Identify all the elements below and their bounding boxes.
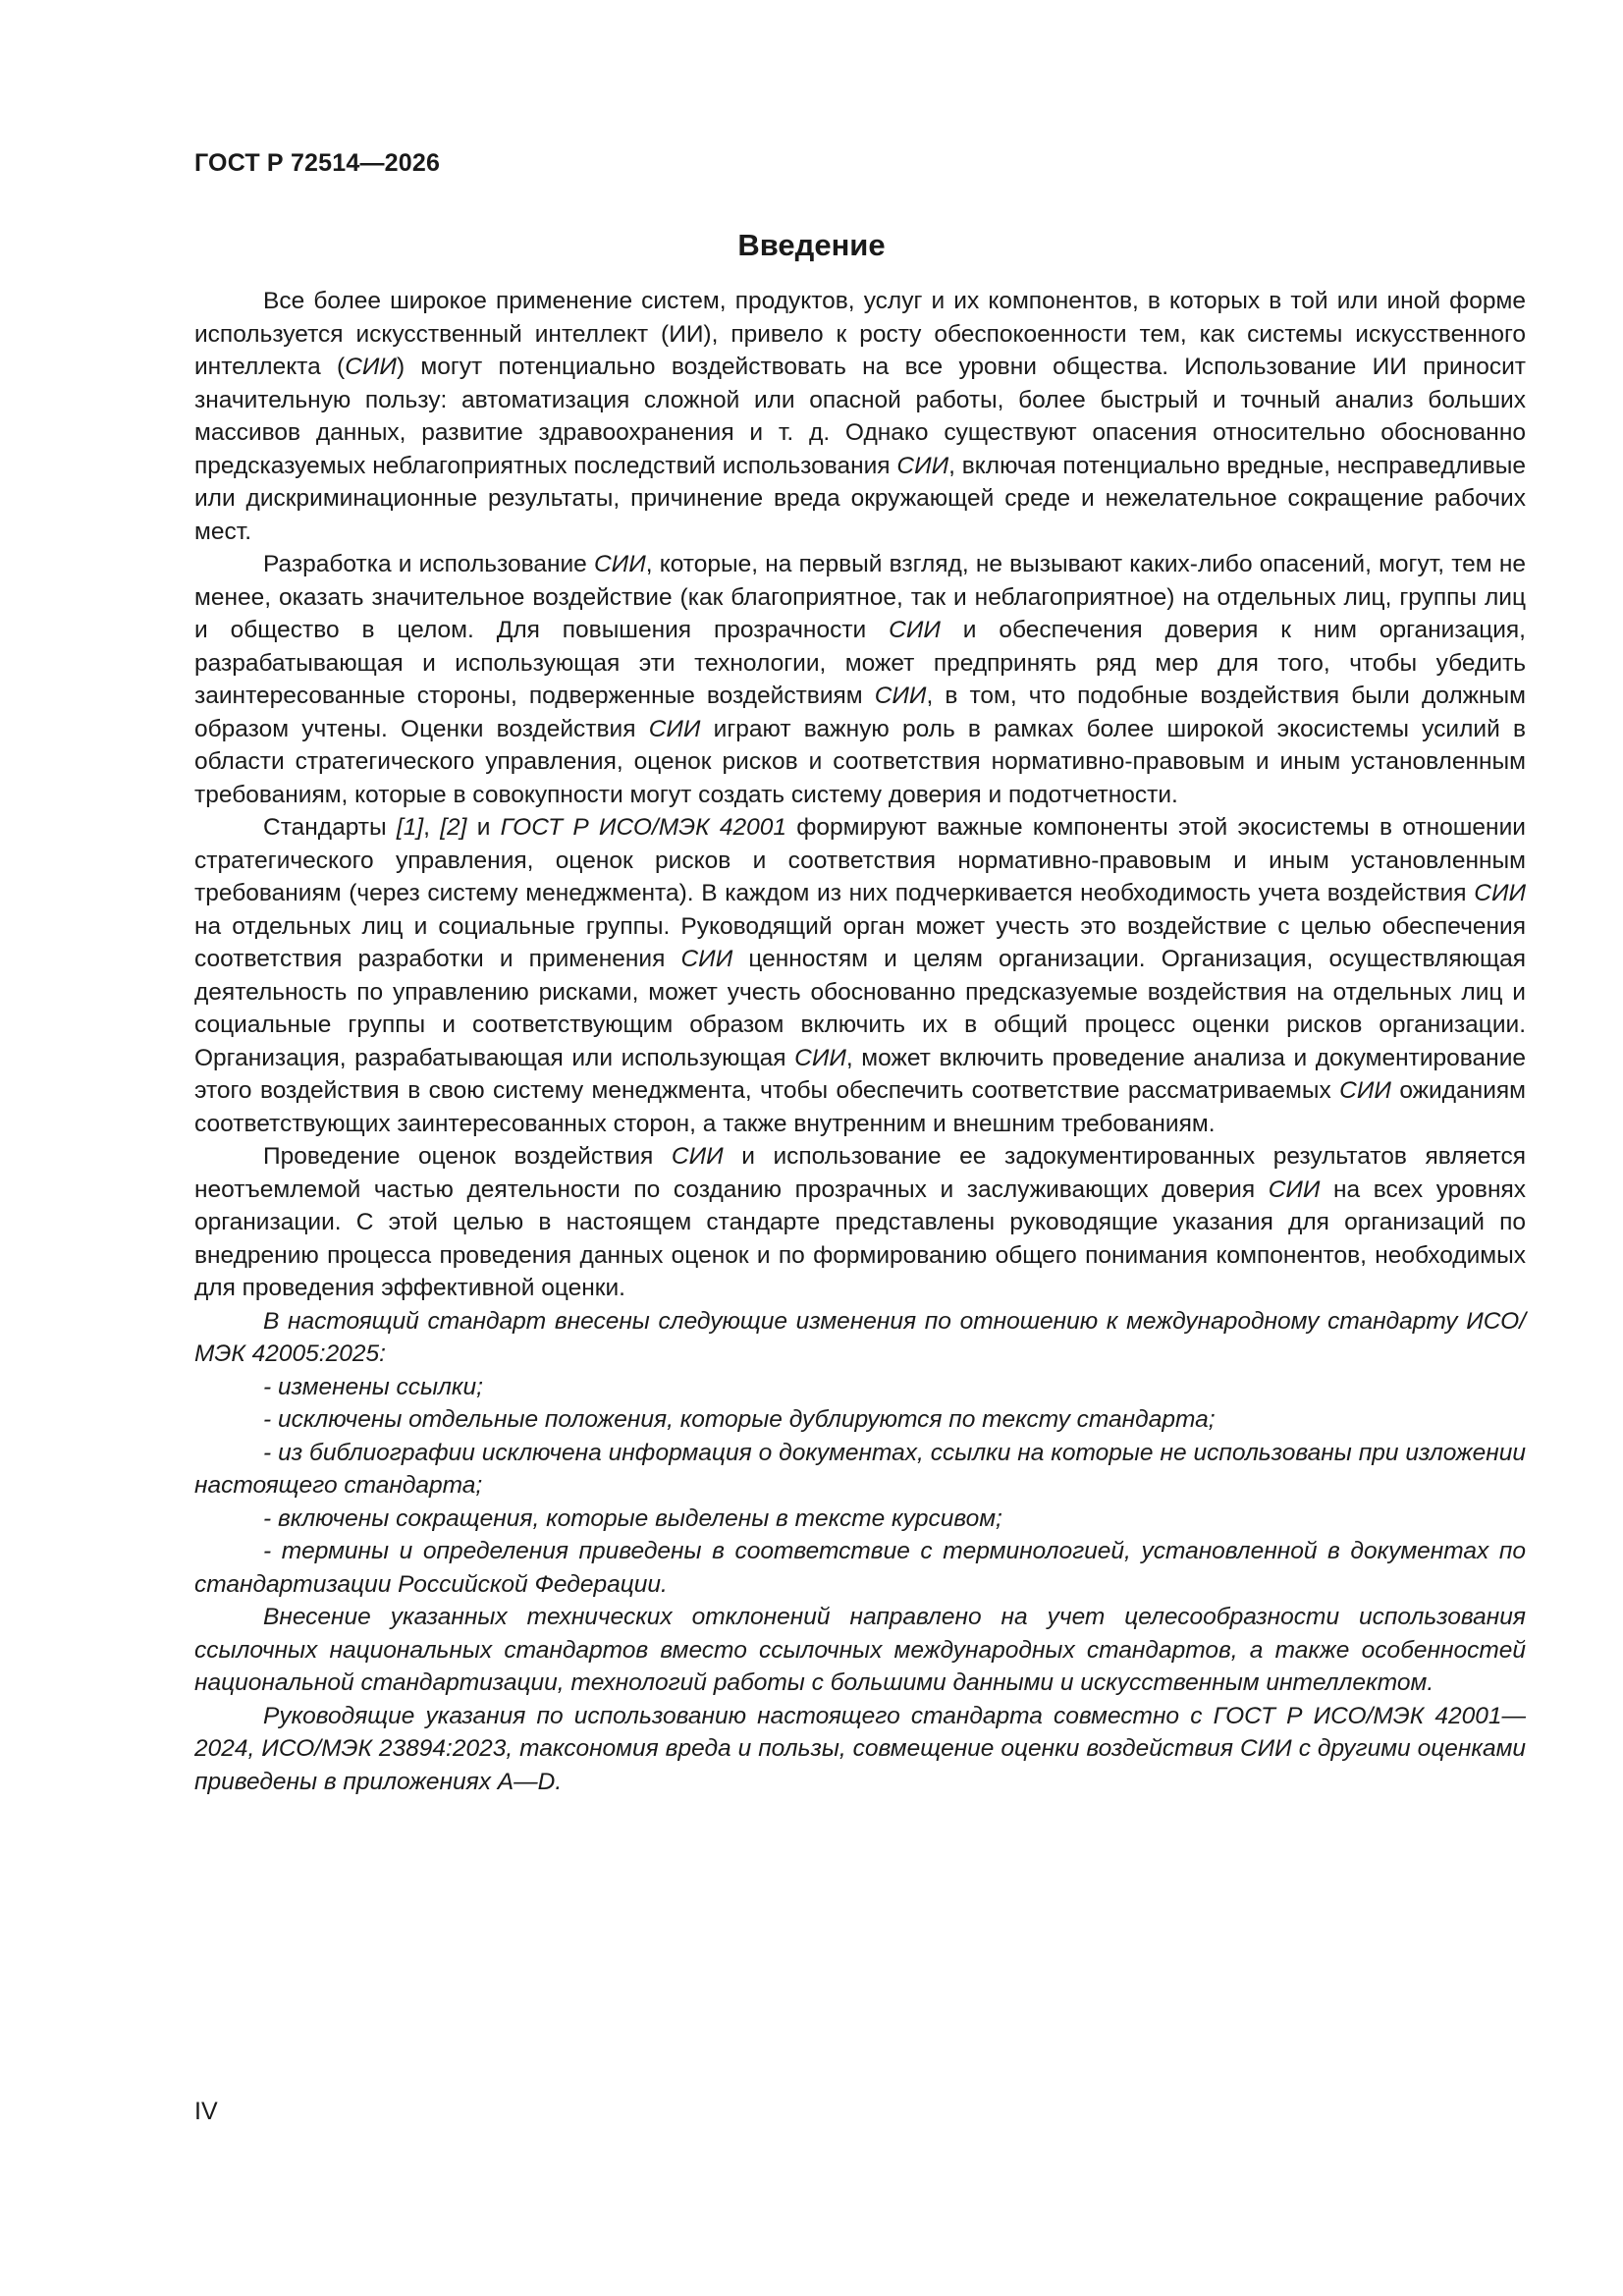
abbr-sii: СИИ (889, 617, 941, 643)
document-body (194, 285, 1526, 1798)
changes-item: - изменены ссылки; (263, 1373, 483, 1400)
paragraph-2 (194, 548, 1526, 811)
text-span: , может включить проведение анализа и документирование этого воздействия в свою систему менеджмента, чтобы обеспечить соответствие рассматриваемых (194, 1044, 1527, 1104)
abbr-sii: СИИ (1268, 1175, 1321, 1203)
text-span: на всех уровнях организации. С этой целью в настоящем стандарте представлены руководящие указания для организаций по внедрению процесса проведения данных оценок и по формированию общего понимания компонентов, необходимых для проведения эффективной оценки. (194, 1175, 1526, 1301)
paragraph-1 (194, 285, 1526, 548)
text-span: ценностям и целям организации. Организация, осуществляющая деятельность по управлению рисками, может учесть обоснованно предсказуемые воздействия на отдельных лиц и социальные группы и соответствующим образом включить их в общий процесс оценки рисков организации. Организация, разрабатывающая или использующая (194, 946, 1526, 1071)
abbr-sii: СИИ (671, 1143, 724, 1170)
abbr-sii: СИИ (593, 551, 646, 577)
text-span: ) могут потенциально воздействовать на все уровни общества. Использование ИИ приносит значительную пользу: автоматизация сложной или опасной работы, более быстрый и точный анализ больших массивов данных, развитие здравоохранения и т. д. Однако существуют опасения относительно обоснованно предсказуемых неблагоприятных последствий использования (194, 354, 1526, 479)
text-span: Все более широкое применение систем, продуктов, услуг и их компонентов, в которых в той или иной форме используется искусственный интеллект (ИИ), привело к росту обеспокоенности тем, как системы искусственного интеллекта ( (194, 288, 1526, 380)
abbr-sii: СИИ (896, 452, 949, 479)
page-number: IV (194, 2098, 218, 2125)
document-code: ГОСТ Р 72514—2026 (194, 149, 441, 177)
text-span: , которые, на первый взгляд, не вызывают каких-либо опасений, могут, тем не менее, оказать значительное воздействие (как благоприятное, так и неблагоприятное) на отдельных лиц, группы лиц и общество в целом. Для повышения прозрачности (194, 551, 1526, 643)
text-span: , в том, что подобные воздействия были должным образом учтены. Оценки воздействия (194, 683, 1527, 742)
text-span: Стандарты (263, 814, 397, 841)
text-span: формируют важные компоненты этой экосистемы в отношении стратегического управления, оценок рисков и соответствия нормативно-правовым и иным установленным требованиям (через систему менеджмента). В каждом из них подчеркивается необходимость учета воздействия (194, 814, 1526, 906)
text-span: и обеспечения доверия к ним организация, разрабатывающая и использующая эти технологии, может предпринять ряд мер для того, чтобы убедить заинтересованные стороны, подверженные воздействиям (194, 617, 1526, 709)
changes-item: - исключены отдельные положения, которые дублируются по тексту стандарта; (263, 1406, 1216, 1433)
guidance-paragraph: Руководящие указания по использованию настоящего стандарта совместно с ГОСТ Р ИСО/МЭК 42001—2024, ИСО/МЭК 23894:2023, таксономия вреда и пользы, совмещение оценки воздействия СИИ с другими оценками приведены в приложениях А—D. (194, 1702, 1526, 1795)
changes-item: - из библиографии исключена информация о документах, ссылки на которые не использованы при изложении настоящего стандарта; (194, 1439, 1526, 1499)
abbr-sii: СИИ (648, 715, 701, 742)
reference-1: [1] (396, 814, 424, 841)
changes-intro: В настоящий стандарт внесены следующие изменения по отношению к международному стандарту ИСО/МЭК 42005:2025: (194, 1307, 1526, 1367)
reference-gost-42001: ГОСТ Р ИСО/МЭК 42001 (500, 814, 786, 841)
paragraph-4 (194, 1140, 1526, 1305)
paragraph-3 (194, 811, 1526, 1140)
changes-item: - термины и определения приведены в соответствие с терминологией, установленной в документах по стандартизации Российской Федерации. (194, 1538, 1526, 1598)
text-span: , включая потенциально вредные, несправедливые или дискриминационные результаты, причинение вреда окружающей среде и нежелательное сокращение рабочих мест. (194, 452, 1526, 545)
abbr-sii: СИИ (680, 946, 733, 972)
abbr-sii: СИИ (345, 354, 397, 380)
abbr-sii: СИИ (874, 683, 927, 709)
text-span: ожиданиям соответствующих заинтересованных сторон, а также внутренним и внешним требованиям. (194, 1077, 1526, 1137)
reference-2: [2] (440, 814, 467, 841)
text-span: , (423, 814, 441, 841)
abbr-sii: СИИ (1339, 1077, 1391, 1104)
text-span: на отдельных лиц и социальные группы. Руководящий орган может учесть это воздействие с целью обеспечения соответствия разработки и применения (194, 912, 1526, 972)
changes-rationale: Внесение указанных технических отклонений направлено на учет целесообразности использования ссылочных национальных стандартов вместо ссылочных международных стандартов, а также особенностей национальной стандартизации, технологий работы с большими данными и искусственным интеллектом. (194, 1604, 1526, 1696)
text-span: играют важную роль в рамках более широкой экосистемы усилий в области стратегического управления, оценок рисков и соответствия нормативно-правовым и иным установленным требованиям, которые в совокупности могут создать систему доверия и подотчетности. (194, 715, 1526, 808)
text-span: и использование ее задокументированных результатов является неотъемлемой частью деятельности по созданию прозрачных и заслуживающих доверия (194, 1143, 1526, 1203)
text-span: и (466, 814, 501, 841)
section-title: Введение (737, 228, 886, 262)
abbr-sii: СИИ (794, 1044, 846, 1071)
text-span: Проведение оценок воздействия (263, 1143, 672, 1170)
abbr-sii: СИИ (1474, 880, 1526, 906)
text-span: Разработка и использование (263, 551, 594, 577)
changes-item: - включены сокращения, которые выделены в тексте курсивом; (263, 1504, 1002, 1532)
